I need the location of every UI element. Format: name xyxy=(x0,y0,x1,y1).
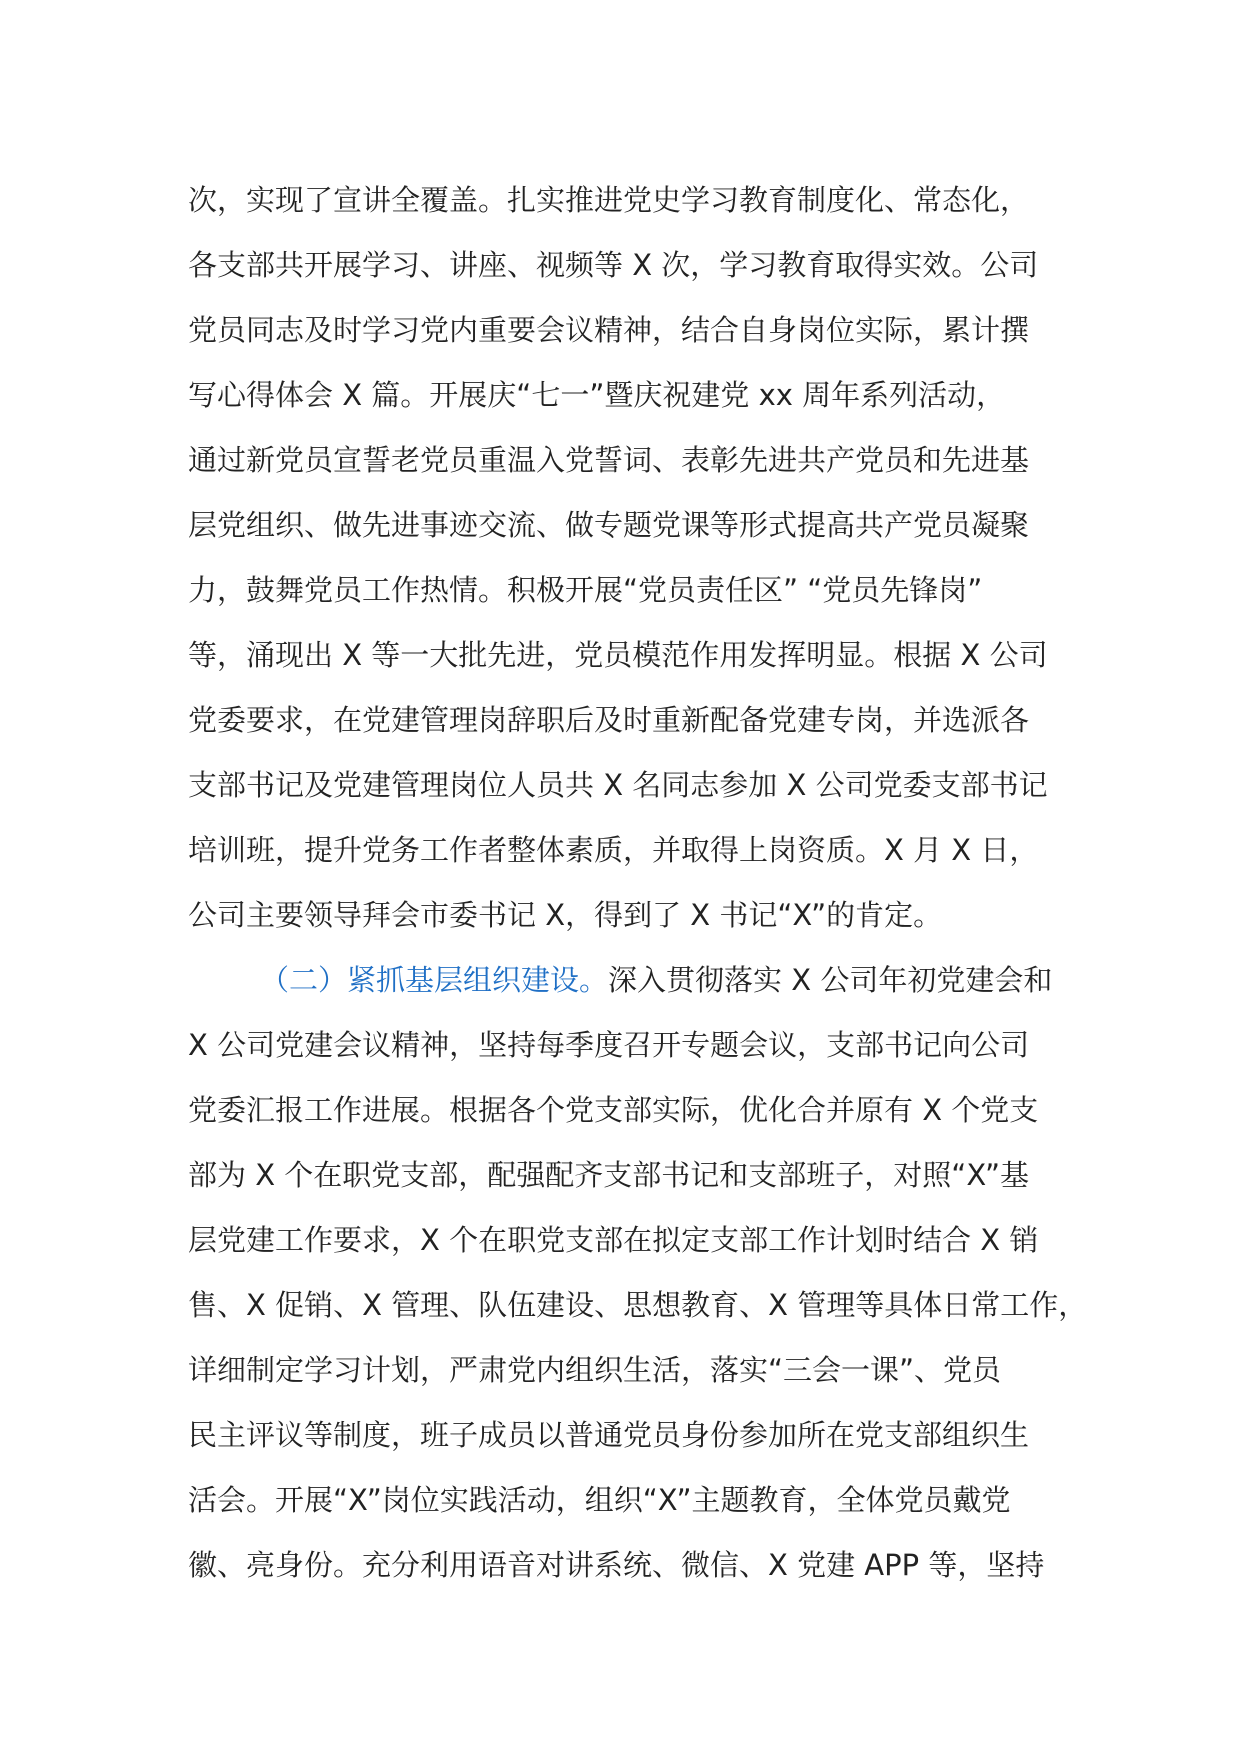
text-line: X 公司党建会议精神，坚持每季度召开专题会议，支部书记向公司 xyxy=(188,1028,1030,1062)
text-line: 支部书记及党建管理岗位人员共 X 名同志参加 X 公司党委支部书记 xyxy=(188,768,1048,802)
body-text xyxy=(188,168,1088,1598)
text-line: 通过新党员宣誓老党员重温入党誓词、表彰先进共产党员和先进基 xyxy=(188,443,1030,477)
text-line: 写心得体会 X 篇。开展庆“七一”暨庆祝建党 xx 周年系列活动， xyxy=(188,378,1006,412)
text-line: 详细制定学习计划，严肃党内组织生活，落实“三会一课”、党员 xyxy=(188,1353,1002,1387)
section-first-line xyxy=(188,948,1088,1013)
text-line: 党委汇报工作进展。根据各个党支部实际，优化合并原有 X 个党支 xyxy=(188,1093,1039,1127)
text-line: 等，涌现出 X 等一大批先进，党员模范作用发挥明显。根据 X 公司 xyxy=(188,638,1048,672)
text-line: 培训班，提升党务工作者整体素质，并取得上岗资质。X 月 X 日， xyxy=(188,833,1039,867)
text-segment: 深入贯彻落实 X 公司年初党建会和 xyxy=(608,963,1053,997)
text-line: 部为 X 个在职党支部，配强配齐支部书记和支部班子，对照“X”基 xyxy=(188,1158,1030,1192)
text-line: 徽、亮身份。充分利用语音对讲系统、微信、X 党建 APP 等，坚持 xyxy=(188,1548,1045,1582)
text-line: 次，实现了宣讲全覆盖。扎实推进党史学习教育制度化、常态化， xyxy=(188,183,1030,217)
text-line: 党委要求，在党建管理岗辞职后及时重新配备党建专岗，并选派各 xyxy=(188,703,1030,737)
text-line: 公司主要领导拜会市委书记 X，得到了 X 书记“X”的肯定。 xyxy=(188,898,943,932)
text-line: 售、X 促销、X 管理、队伍建设、思想教育、X 管理等具体日常工作， xyxy=(188,1288,1088,1322)
text-line: 党员同志及时学习党内重要会议精神，结合自身岗位实际，累计撰 xyxy=(188,313,1030,347)
text-line: 活会。开展“X”岗位实践活动，组织“X”主题教育，全体党员戴党 xyxy=(188,1483,1011,1517)
section-heading: （二）紧抓基层组织建设。 xyxy=(260,963,609,997)
text-line: 民主评议等制度，班子成员以普通党员身份参加所在党支部组织生 xyxy=(188,1418,1030,1452)
text-line: 层党组织、做先进事迹交流、做专题党课等形式提高共产党员凝聚 xyxy=(188,508,1030,542)
paragraph-2 xyxy=(188,948,1088,1598)
text-line: 力，鼓舞党员工作热情。积极开展“党员责任区” “党员先锋岗” xyxy=(188,573,983,607)
text-line: 层党建工作要求，X 个在职党支部在拟定支部工作计划时结合 X 销 xyxy=(188,1223,1039,1257)
text-line: 各支部共开展学习、讲座、视频等 X 次，学习教育取得实效。公司 xyxy=(188,248,1039,282)
paragraph-1 xyxy=(188,168,1088,948)
